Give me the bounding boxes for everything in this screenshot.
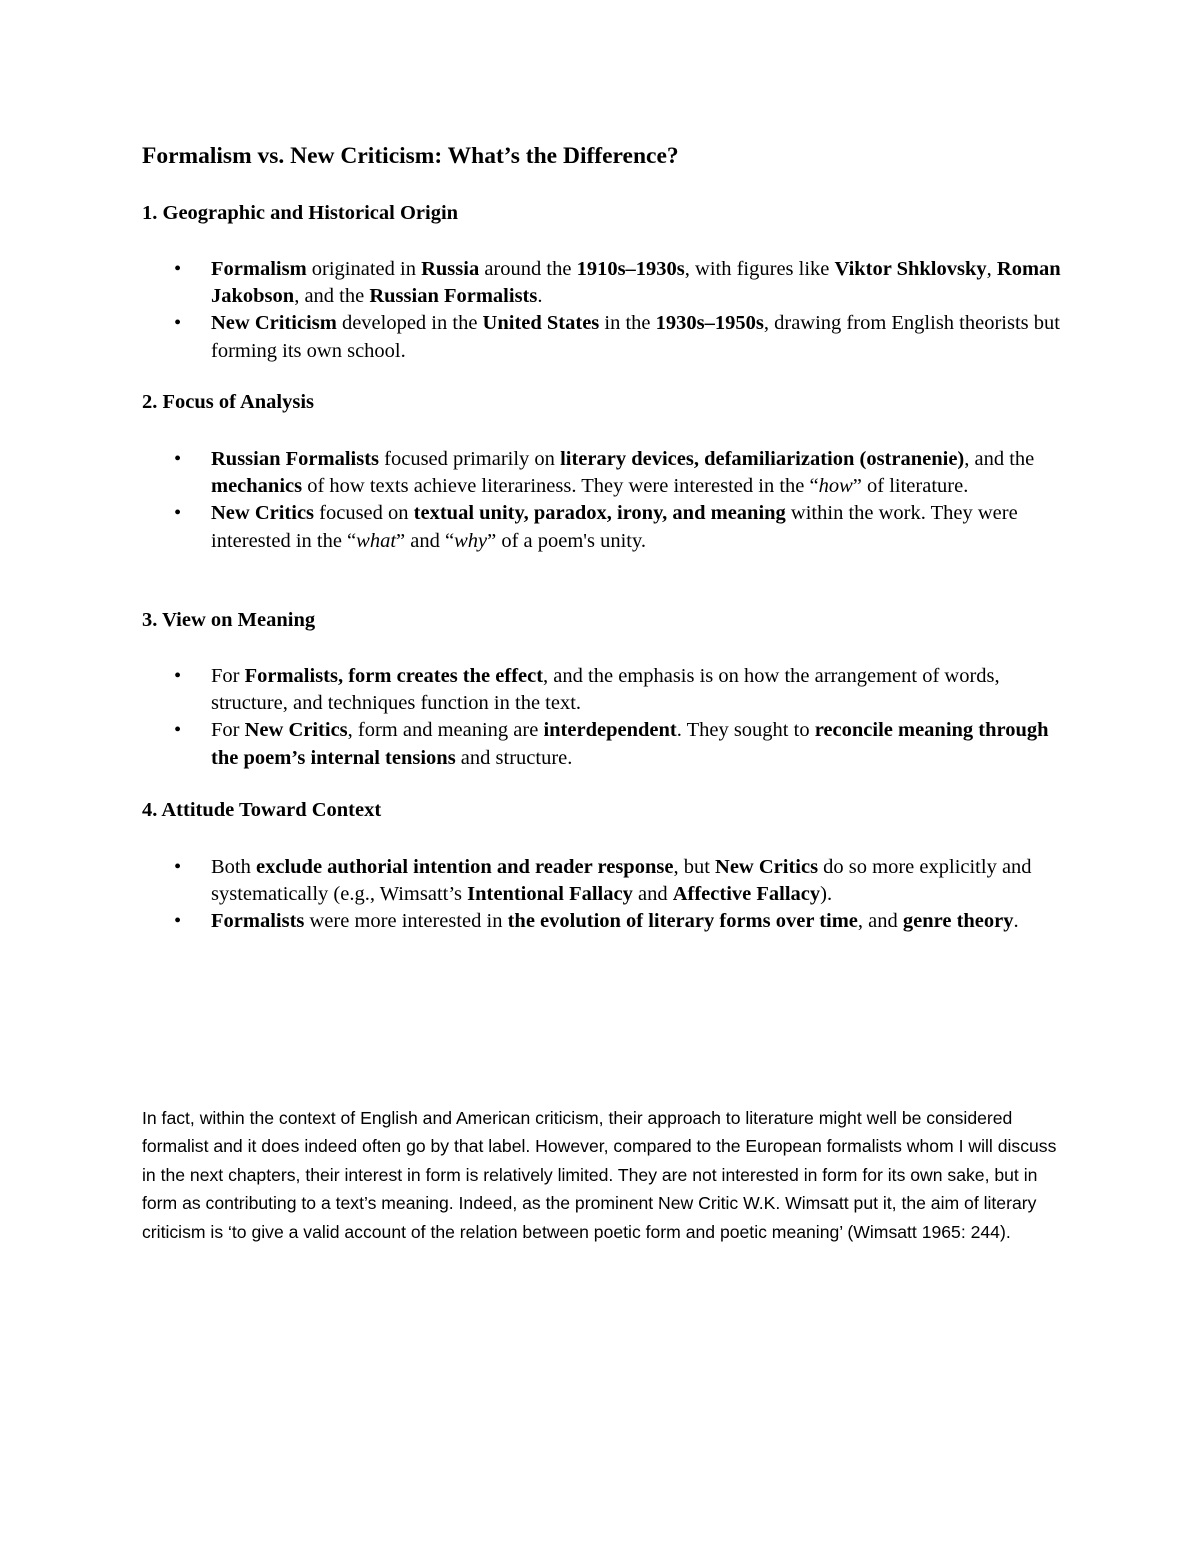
- bold-text-run: New Criticism: [211, 312, 337, 335]
- text-run: ” of literature.: [852, 475, 969, 498]
- bold-text-run: New Critics: [715, 856, 819, 878]
- bullet-list-origin: [142, 256, 1062, 365]
- bullet-item: [142, 663, 1062, 717]
- text-run: originated in: [306, 258, 422, 280]
- bullet-item: [142, 446, 1062, 500]
- bold-text-run: Russian Formalists: [211, 448, 380, 470]
- text-run: in the: [599, 312, 656, 335]
- bullet-text: [211, 312, 1060, 361]
- italic-text-run: what: [356, 529, 397, 552]
- section-heading-context: 4. Attitude Toward Context: [142, 799, 382, 821]
- bold-text-run: Formalists, form creates the effect: [244, 665, 544, 687]
- text-run: , and the: [294, 285, 370, 308]
- bullet-text: [211, 856, 1032, 905]
- text-run: , but: [673, 856, 716, 878]
- bold-text-run: Viktor Shklovsky: [834, 258, 987, 280]
- text-run: within the work. They were interested in the “: [211, 502, 1018, 552]
- bullet-text: [211, 910, 1019, 932]
- bold-text-run: Russia: [421, 258, 480, 280]
- bullet-text: [211, 448, 1034, 497]
- text-run: and structure.: [455, 746, 573, 769]
- bullet-item: [142, 717, 1062, 771]
- bullet-icon: •: [174, 448, 182, 470]
- text-run: developed in the: [336, 312, 483, 335]
- bold-text-run: exclude authorial intention and reader response: [256, 856, 674, 878]
- bold-text-run: textual unity, paradox, irony, and meaning: [413, 502, 786, 525]
- section-heading-origin: 1. Geographic and Historical Origin: [142, 202, 459, 224]
- bold-text-run: mechanics: [211, 475, 303, 498]
- bullet-text: [211, 258, 1061, 307]
- bullet-item: [142, 256, 1062, 310]
- text-run: . They sought to: [676, 719, 815, 742]
- text-run: do so more explicitly and systematically (e.g., Wimsatt’s: [211, 856, 1032, 906]
- bold-text-run: Formalists: [211, 910, 305, 933]
- text-run: For: [211, 665, 245, 687]
- bullet-item: [142, 908, 1062, 935]
- bullet-item: [142, 854, 1062, 908]
- text-run: were more interested in: [304, 910, 508, 933]
- bullet-icon: •: [174, 258, 182, 280]
- bold-text-run: reconcile meaning through the poem’s internal tensions: [211, 719, 1049, 769]
- bullet-text: [211, 719, 1049, 768]
- bullet-icon: •: [174, 719, 182, 742]
- bullet-item: [142, 310, 1062, 364]
- text-run: of how texts achieve literariness. They were interested in the “: [302, 475, 819, 498]
- text-run: Both: [211, 856, 256, 878]
- bullet-icon: •: [174, 665, 182, 687]
- bold-text-run: Formalism: [211, 258, 307, 280]
- text-run: , form and meaning are: [347, 719, 544, 742]
- closing-paragraph: In fact, within the context of English and American criticism, their approach to literature might well be considered formalist and it does indeed often go by that label. However, compared to the European formalists whom I will discuss in the next chapters, their interest in form is relatively limited. They are not interested in form for its own sake, but in form as contributing to a text’s meaning. Indeed, as the prominent New Critic W.K. Wimsatt put it, the aim of literary criticism is ‘to give a valid account of the relation between poetic form and poetic meaning’ (Wimsatt 1965: 244).: [142, 1108, 1057, 1242]
- bullet-icon: •: [174, 312, 182, 335]
- section-heading-meaning: 3. View on Meaning: [142, 609, 316, 631]
- text-run: around the: [479, 258, 577, 280]
- bold-text-run: literary devices, defamiliarization (ostranenie): [560, 448, 965, 470]
- bullet-item: [142, 500, 1062, 554]
- text-run: , and the emphasis is on how the arrangement of words, structure, and techniques function in the text.: [211, 665, 1000, 715]
- text-run: .: [537, 285, 543, 308]
- italic-text-run: how: [818, 475, 853, 498]
- bold-text-run: genre theory: [902, 910, 1014, 933]
- bullet-icon: •: [174, 910, 182, 933]
- bold-text-run: Affective Fallacy: [672, 883, 821, 906]
- text-run: For: [211, 719, 245, 742]
- bold-text-run: New Critics: [244, 719, 348, 742]
- italic-text-run: why: [454, 529, 488, 552]
- text-run: and: [632, 883, 673, 906]
- bold-text-run: New Critics: [211, 502, 315, 525]
- text-run: , with figures like: [684, 258, 835, 280]
- text-run: , and: [857, 910, 903, 933]
- bold-text-run: Russian Formalists: [369, 285, 538, 308]
- section-heading-focus: 2. Focus of Analysis: [142, 391, 314, 413]
- bold-text-run: the evolution of literary forms over time: [507, 910, 858, 933]
- bullet-icon: •: [174, 856, 182, 878]
- text-run: ” of a poem's unity.: [487, 529, 647, 552]
- text-run: focused on: [314, 502, 414, 525]
- text-run: ,: [986, 258, 997, 280]
- bullet-list-context: [142, 854, 1062, 936]
- text-run: .: [1013, 910, 1019, 933]
- bold-text-run: interdependent: [543, 719, 677, 742]
- text-run: , drawing from English theorists but forming its own school.: [211, 312, 1060, 362]
- bold-text-run: 1930s–1950s: [655, 312, 764, 335]
- bullet-text: [211, 665, 1000, 714]
- text-run: ).: [820, 883, 833, 906]
- bold-text-run: United States: [482, 312, 600, 335]
- bullet-text: [211, 502, 1018, 551]
- text-run: , and the: [964, 448, 1035, 470]
- bullet-list-meaning: [142, 663, 1062, 772]
- text-run: focused primarily on: [379, 448, 561, 470]
- text-run: ” and “: [396, 529, 455, 552]
- bullet-icon: •: [174, 502, 182, 525]
- bullet-list-focus: [142, 446, 1062, 555]
- document-title: Formalism vs. New Criticism: What’s the Difference?: [142, 143, 679, 169]
- bold-text-run: Intentional Fallacy: [467, 883, 633, 906]
- bold-text-run: 1910s–1930s: [576, 258, 685, 280]
- bold-text-run: Roman Jakobson: [211, 258, 1061, 308]
